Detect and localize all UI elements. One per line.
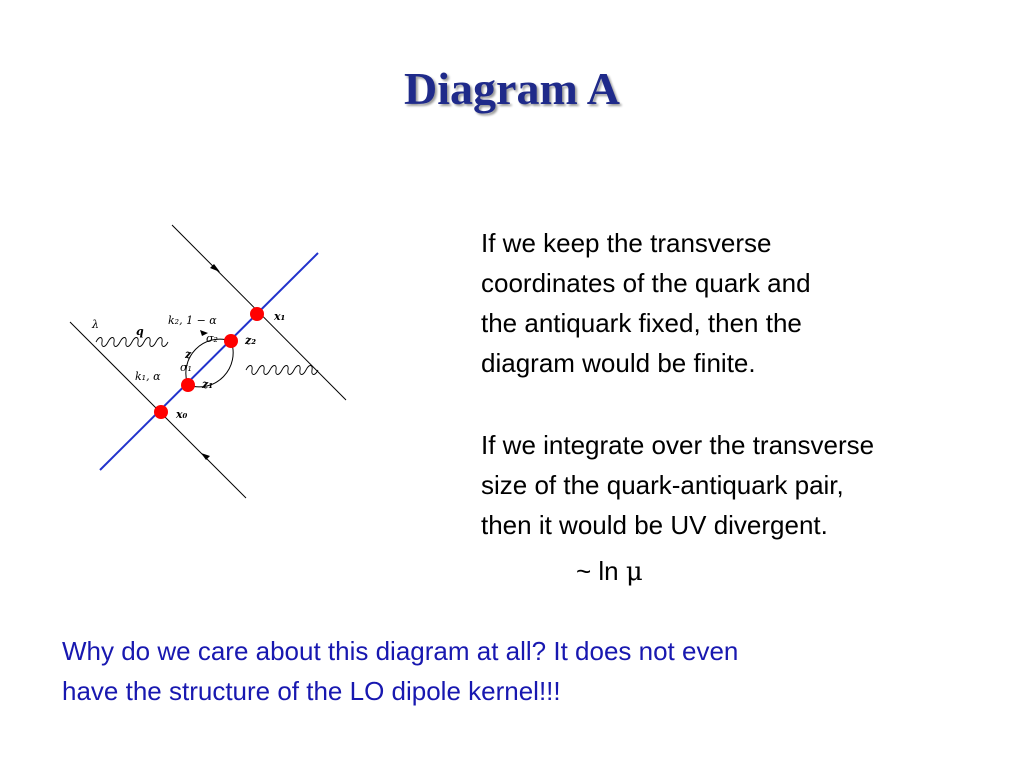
vertex-z2 [224,334,238,348]
label-k2: k₂, 1 − α [168,314,217,327]
label-q: q [136,325,144,338]
paragraph-line: coordinates of the quark and [481,268,811,298]
vertex-z1 [181,378,195,392]
paragraph-line: If we keep the transverse [481,228,772,258]
paragraph-line: the antiquark fixed, then the [481,308,802,338]
wilson-line [100,253,318,470]
paragraph-finite [481,223,1021,383]
question-line: Why do we care about this diagram at all? It does not even [62,636,739,666]
paragraph-divergent [481,425,1021,545]
label-sigma1: σ₁ [180,361,192,374]
question-line: have the structure of the LO dipole kernel!!! [62,676,561,706]
slide-title: Diagram A [404,63,620,114]
feynman-diagram [60,215,360,515]
paragraph-line: diagram would be finite. [481,348,756,378]
question-text [62,631,1002,711]
paragraph-line: If we integrate over the transverse [481,430,875,460]
label-x1: x₁ [274,310,286,323]
label-x0: x₀ [176,408,188,421]
gluon-out [246,366,318,375]
approx-prefix: ~ ln [576,556,626,586]
arrow-lower-icon [201,453,210,460]
vertex-x1 [250,307,264,321]
label-k1: k₁, α [135,370,161,383]
paragraph-line: then it would be UV divergent. [481,510,828,540]
gluon-in [96,338,168,347]
mu-symbol: μ [625,557,643,587]
label-z: z [185,348,192,361]
label-z1: z₁ [202,378,214,391]
label-lambda: λ [92,318,99,331]
paragraph-line: size of the quark-antiquark pair, [481,470,844,500]
log-mu-note [576,551,643,592]
vertex-x0 [154,405,168,419]
label-z2: z₂ [245,334,257,347]
label-sigma2: σ₂ [206,332,218,345]
